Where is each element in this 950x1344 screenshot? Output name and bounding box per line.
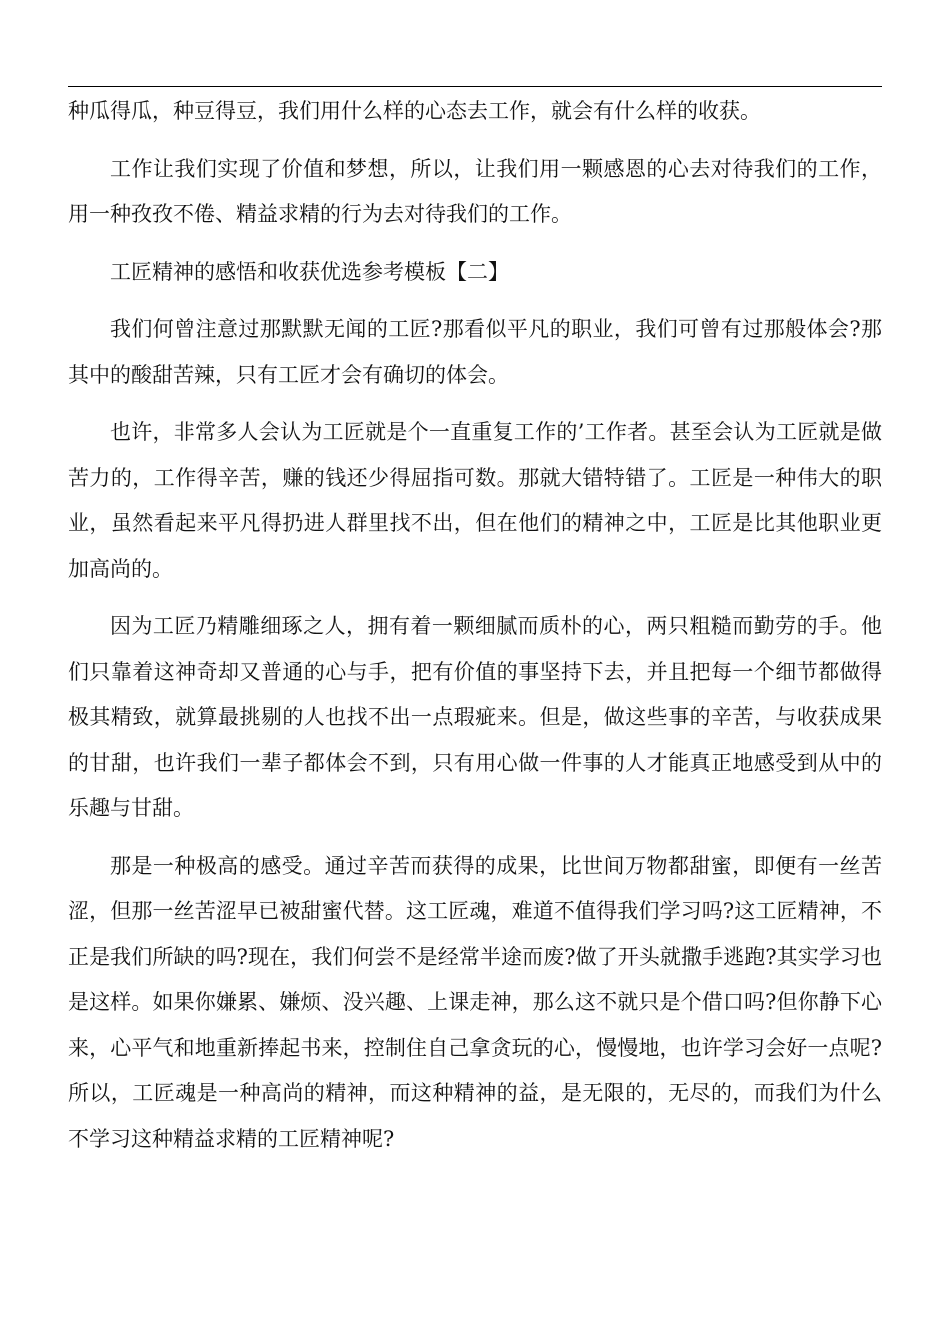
paragraph: 那是一种极高的感受。通过辛苦而获得的成果，比世间万物都甜蜜，即便有一丝苦涩，但那一丝苦涩早已被甜蜜代替。这工匠魂，难道不值得我们学习吗?这工匠精神，不正是我们所缺的吗?现在，我们何尝不是经常半途而废?做了开头就撒手逃跑?其实学习也是这样。如果你嫌累、嫌烦、没兴趣、上课走神，那么这不就只是个借口吗?但你静下心来，心平气和地重新捧起书来，控制住自己拿贪玩的心，慢慢地，也许学习会好一点呢?所以，工匠魂是一种高尚的精神，而这种精神的益，是无限的，无尽的，而我们为什么不学习这种精益求精的工匠精神呢? xyxy=(68,853,882,1151)
paragraph: 因为工匠乃精雕细琢之人，拥有着一颗细腻而质朴的心，两只粗糙而勤劳的手。他们只靠着这神奇却又普通的心与手，把有价值的事坚持下去，并且把每一个细节都做得极其精致，就算最挑剔的人也找不出一点瑕疵来。但是，做这些事的辛苦，与收获成果的甘甜，也许我们一辈子都体会不到，只有用心做一件事的人才能真正地感受到从中的乐趣与甘甜。 xyxy=(68,614,882,820)
paragraph: 工作让我们实现了价值和梦想，所以，让我们用一颗感恩的心去对待我们的工作，用一种孜孜不倦、精益求精的行为去对待我们的工作。 xyxy=(68,156,882,226)
paragraph: 也许，非常多人会认为工匠就是个一直重复工作的’工作者。甚至会认为工匠就是做苦力的，工作得辛苦，赚的钱还少得屈指可数。那就大错特错了。工匠是一种伟大的职业，虽然看起来平凡得扔进人群里找不出，但在他们的精神之中，工匠是比其他职业更加高尚的。 xyxy=(68,420,882,581)
section-heading: 工匠精神的感悟和收获优选参考模板【二】 xyxy=(110,259,509,284)
header-rule xyxy=(68,86,882,87)
document-body xyxy=(68,89,882,1162)
paragraph: 我们何曾注意过那默默无闻的工匠?那看似平凡的职业，我们可曾有过那般体会?那其中的酸甜苦辣，只有工匠才会有确切的体会。 xyxy=(68,317,882,387)
paragraph-continuation: 种瓜得瓜，种豆得豆，我们用什么样的心态去工作，就会有什么样的收获。 xyxy=(68,99,761,123)
